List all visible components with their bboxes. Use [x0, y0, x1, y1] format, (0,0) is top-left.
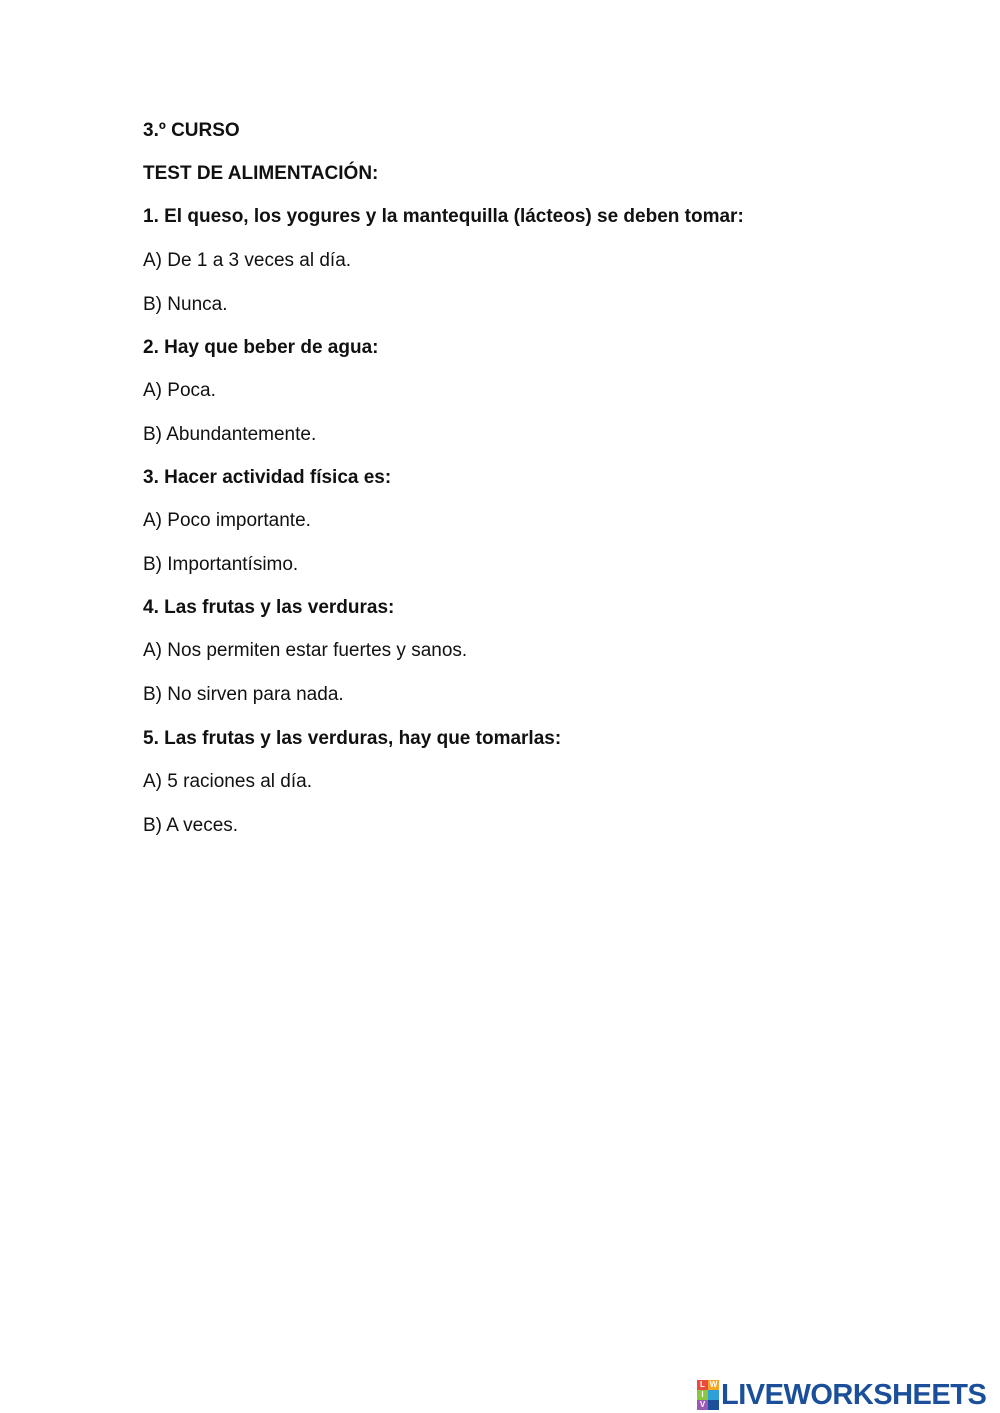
question-4: 4. Las frutas y las verduras: [143, 597, 395, 618]
option-3b: B) Importantísimo. [143, 554, 299, 575]
option-1a: A) De 1 a 3 veces al día. [143, 250, 352, 271]
question-1: 1. El queso, los yogures y la mantequilla (lácteos) se deben tomar: [143, 206, 744, 227]
liveworksheets-logo[interactable] [697, 1378, 986, 1412]
option-2a: A) Poca. [143, 380, 216, 401]
course-label: 3.º CURSO [143, 120, 240, 141]
liveworksheets-logo-icon: L W I V [697, 1380, 719, 1410]
question-2: 2. Hay que beber de agua: [143, 337, 379, 358]
option-5a: A) 5 raciones al día. [143, 771, 312, 792]
question-5: 5. Las frutas y las verduras, hay que tomarlas: [143, 728, 562, 749]
liveworksheets-brand: LIVEWORKSHEETS [721, 1379, 987, 1411]
option-1b: B) Nunca. [143, 294, 228, 315]
option-4a: A) Nos permiten estar fuertes y sanos. [143, 640, 468, 661]
option-4b: B) No sirven para nada. [143, 684, 344, 705]
option-3a: A) Poco importante. [143, 510, 311, 531]
option-5b: B) A veces. [143, 815, 239, 836]
option-2b: B) Abundantemente. [143, 424, 317, 445]
test-title: TEST DE ALIMENTACIÓN: [143, 163, 379, 184]
question-3: 3. Hacer actividad física es: [143, 467, 392, 488]
